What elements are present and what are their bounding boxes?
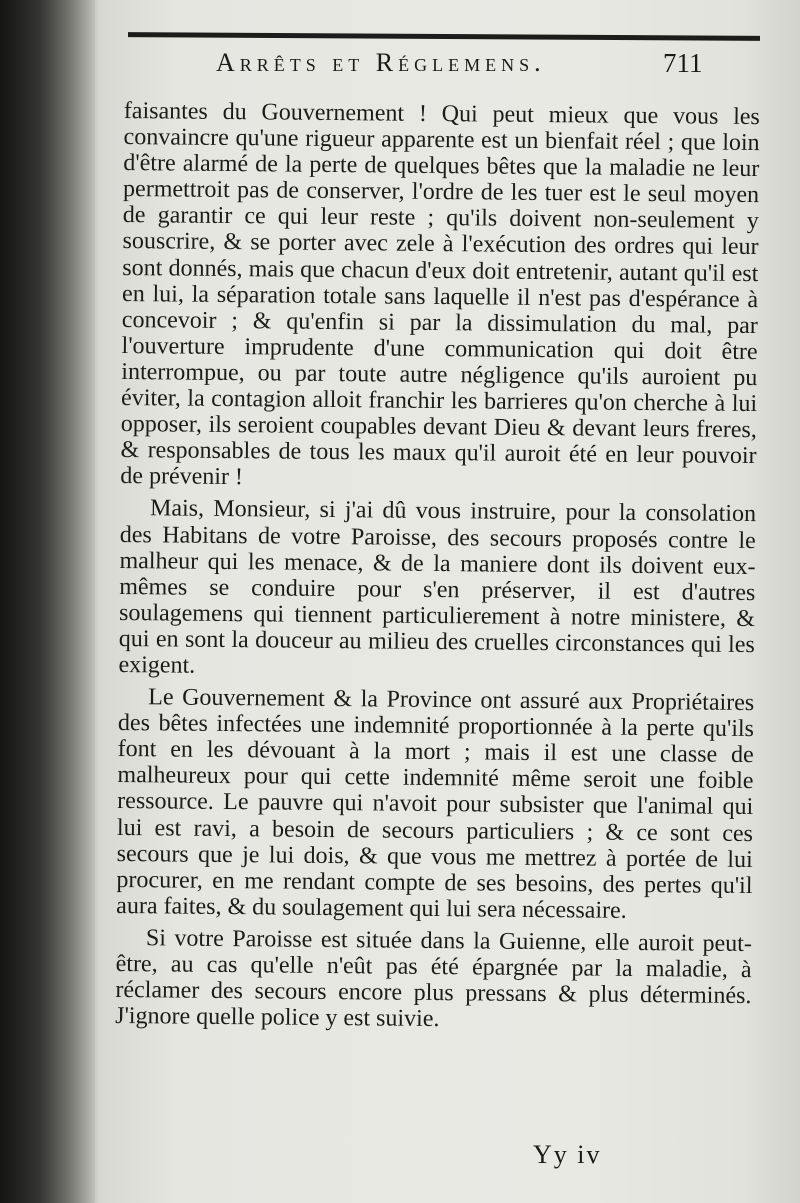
paragraph-1: faisantes du Gouvernement ! Qui peut mieux que vous les convaincre qu'une rigueur apparente est un bienfait réel ; que loin d'être alarmé de la perte de quelques bêtes que la maladie ne leur permettroit pas de conserver, l'ordre de les tuer est le seul moyen de garantir ce qui leur reste ; qu'ils doivent non-seulement y souscrire, & se porter avec zele à l'exécution des ordres qui leur sont donnés, mais que chacun d'eux doit entretenir, autant qu'il est en lui, la séparation totale sans laquelle il n'est pas d'espérance à concevoir ; & qu'enfin si par la dissimulation du mal, par l'ouverture imprudente d'une communication qui doit être interrompue, ou par toute autre négligence qu'ils auroient pu éviter, la contagion alloit franchir les barrieres qu'on cherche à lui opposer, ils seroient coupables devant Dieu & devant leurs freres, & responsables de tous les maux qu'il auroit été en leur pouvoir de prévenir ! xyxy=(120,98,760,491)
running-head: Arrêts et Réglemens. xyxy=(216,48,546,77)
paragraph-3: Le Gouvernement & la Province ont assuré aux Propriétaires des bêtes infectées une indemnité proportionnée à la perte qu'ils font en les dévouant à la mort ; mais il est une classe de malheureux pour qui cette indemnité même seroit une foible ressource. Le pauvre qui n'avoit pour subsister que l'animal qui lui est ravi, a besoin de secours particuliers ; & ce sont ces secours que je lui dois, & que vous me mettrez à portée de lui procurer, en me rendant compte de ses besoins, des pertes qu'il aura faites, & du soulagement qui lui sera nécessaire. xyxy=(116,684,755,924)
book-page xyxy=(88,0,800,1203)
signature-mark: Yy iv xyxy=(533,1140,602,1169)
header-rule xyxy=(128,32,760,41)
body-text xyxy=(115,98,760,1035)
paragraph-2: Mais, Monsieur, si j'ai dû vous instruire, pour la consolation des Habitans de votre Paroisse, des secours proposés contre le malheur qui les menace, & de la maniere dont ils doivent eux-mêmes se conduire pour s'en préserver, il est d'autres soulagemens qui tiennent particulierement à notre ministere, & qui en sont la douceur au milieu des cruelles circonstances qui les exigent. xyxy=(118,495,757,679)
page-number: 711 xyxy=(663,48,703,78)
book-spine-shadow xyxy=(0,0,95,1203)
paragraph-4: Si votre Paroisse est située dans la Guienne, elle auroit peut-être, au cas qu'elle n'eût pas été épargnée par la maladie, à réclamer des secours encore plus pressans & plus déterminés. J'ignore quelle police y est suivie. xyxy=(115,925,753,1033)
